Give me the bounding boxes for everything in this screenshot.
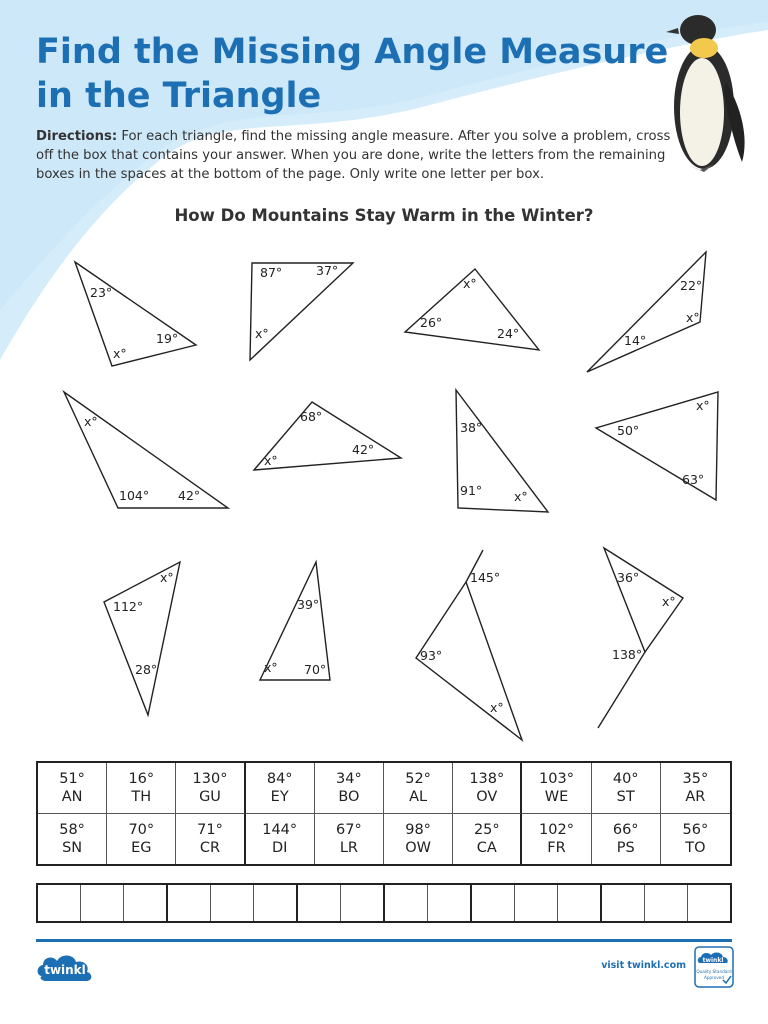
answer-cell[interactable]: 58° SN <box>38 814 107 865</box>
answer-cell[interactable]: 51° AN <box>38 763 107 814</box>
letter-box[interactable] <box>298 885 341 921</box>
answer-cell[interactable]: 84° EY <box>246 763 315 814</box>
angle-label: 87° <box>260 265 283 280</box>
angle-label: x° <box>696 398 710 413</box>
directions-text: For each triangle, find the missing angle measure. After you solve a problem, cross off the box that contains your answer. When you are done, write the letters from the remaining boxes in the spaces at the bottom of the page. Only write one letter per box. <box>36 129 671 182</box>
answer-cell[interactable]: 67° LR <box>315 814 384 865</box>
answer-cell[interactable]: 144° DI <box>246 814 315 865</box>
answer-cell[interactable]: 102° FR <box>522 814 591 865</box>
answer-cell[interactable]: 52° AL <box>384 763 453 814</box>
answer-cell[interactable]: 56° TO <box>682 821 709 856</box>
answer-cell[interactable]: 16° TH <box>107 763 176 814</box>
angle-label: 93° <box>420 648 443 663</box>
angle-label: 70° <box>304 662 327 677</box>
angle-label: 28° <box>135 662 158 677</box>
angle-label: 19° <box>156 331 179 346</box>
angle-label: 91° <box>460 483 483 498</box>
svg-text:twinkl: twinkl <box>702 957 724 964</box>
angle-label: 68° <box>300 409 323 424</box>
angle-label: x° <box>514 489 528 504</box>
answer-cell[interactable]: 40° ST <box>592 763 661 814</box>
footer-divider <box>36 939 732 942</box>
letter-box[interactable] <box>645 885 688 921</box>
angle-label: 36° <box>617 570 640 585</box>
angle-label: 39° <box>297 597 320 612</box>
answer-cell[interactable]: 98° OW <box>384 814 453 865</box>
letter-box[interactable] <box>168 885 211 921</box>
angle-label: x° <box>160 570 174 585</box>
angle-label: x° <box>264 660 278 675</box>
svg-text:Quality Standard: Quality Standard <box>696 969 732 974</box>
angle-label: 37° <box>316 263 339 278</box>
angle-label: x° <box>662 594 676 609</box>
answer-cell[interactable]: 103° WE <box>522 763 591 814</box>
letter-box[interactable] <box>515 885 558 921</box>
angle-label: 24° <box>497 326 520 341</box>
answer-cell[interactable]: 130° GU <box>176 763 245 814</box>
letter-box[interactable] <box>81 885 124 921</box>
answer-cell[interactable]: 66° PS <box>592 814 661 865</box>
letter-box[interactable] <box>602 885 645 921</box>
quality-badge <box>694 946 734 988</box>
angle-label: 14° <box>624 333 647 348</box>
angle-label: 145° <box>470 570 501 585</box>
letter-box[interactable] <box>472 885 515 921</box>
twinkl-logo[interactable] <box>36 950 96 986</box>
answer-cell[interactable]: 71° CR <box>176 814 245 865</box>
angle-label: 22° <box>680 278 703 293</box>
angle-label: x° <box>490 700 504 715</box>
angle-label: 23° <box>90 285 113 300</box>
letter-answer-row <box>36 883 732 923</box>
angle-label: 42° <box>352 442 375 457</box>
letter-box[interactable] <box>385 885 428 921</box>
angle-label: 104° <box>119 488 150 503</box>
riddle-question: How Do Mountains Stay Warm in the Winter? <box>174 206 594 225</box>
letter-box[interactable] <box>428 885 472 921</box>
angle-label: x° <box>84 414 98 429</box>
angle-label: 38° <box>460 420 483 435</box>
svg-text:twinkl: twinkl <box>44 963 86 977</box>
answer-cell[interactable]: 34° BO <box>315 763 384 814</box>
letter-box[interactable] <box>254 885 298 921</box>
angle-label: 26° <box>420 315 443 330</box>
answer-cell[interactable]: 138° OV <box>453 763 522 814</box>
angle-label: 42° <box>178 488 201 503</box>
triangle-1 <box>75 262 196 366</box>
angle-label: x° <box>463 276 477 291</box>
angle-label: 112° <box>113 599 144 614</box>
angle-label: 63° <box>682 472 705 487</box>
angle-label: 138° <box>612 647 643 662</box>
angle-label: x° <box>255 326 269 341</box>
page-title: Find the Missing Angle Measure in the Triangle <box>36 32 669 116</box>
answer-table <box>36 761 732 866</box>
letter-box[interactable] <box>341 885 385 921</box>
letter-box[interactable] <box>558 885 602 921</box>
angle-label: 50° <box>617 423 640 438</box>
answer-cell[interactable]: 25° CA <box>453 814 522 865</box>
letter-box[interactable] <box>688 885 730 921</box>
svg-text:Approved: Approved <box>703 975 725 980</box>
letter-box[interactable] <box>211 885 254 921</box>
answer-cell[interactable]: 70° EG <box>107 814 176 865</box>
answer-cell[interactable]: 35° AR <box>661 763 730 814</box>
letter-box[interactable] <box>124 885 168 921</box>
angle-label: x° <box>264 453 278 468</box>
visit-link[interactable]: visit twinkl.com <box>601 960 686 971</box>
angle-label: x° <box>113 346 127 361</box>
angle-label: x° <box>686 310 700 325</box>
directions-label: Directions: <box>36 129 118 144</box>
letter-box[interactable] <box>38 885 81 921</box>
